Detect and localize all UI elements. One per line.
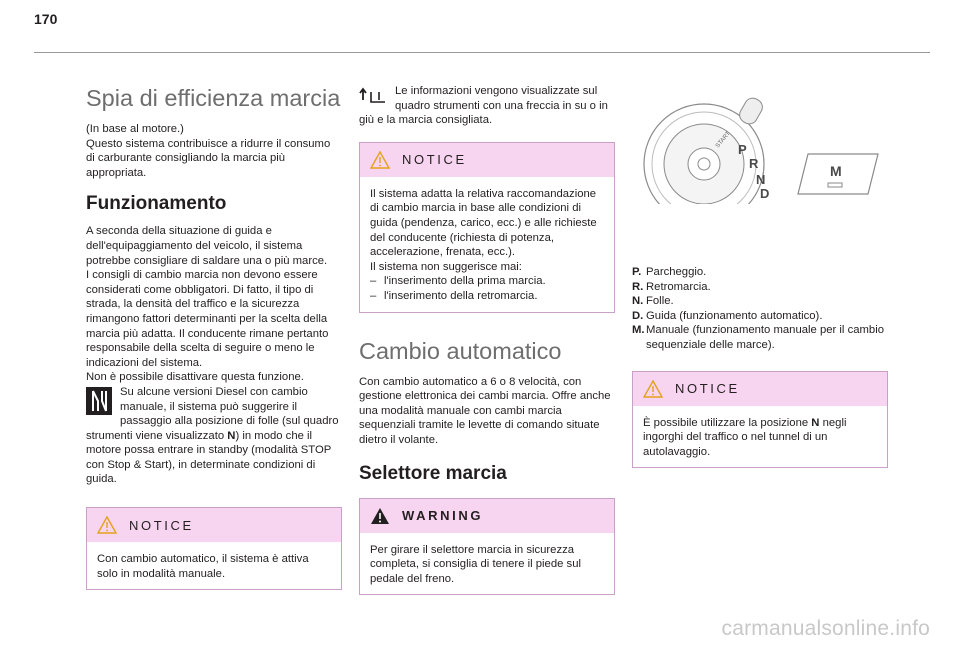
def-d: D. Guida (funzionamento automatico). <box>632 309 823 322</box>
neutral-gear-icon <box>86 387 112 415</box>
heading-selettore: Selettore marcia <box>359 462 507 484</box>
header-rule <box>34 52 930 53</box>
gear-selector-illustration <box>632 94 888 204</box>
dial-letter-n: N <box>756 172 766 187</box>
warning-text: Per girare il selettore marcia in sicurezza completa, si consiglia di tenere il piede sul pedale del freno. <box>370 543 581 585</box>
def-m: M. Manuale (funzionamento manuale per il cambio sequenziale delle marce). <box>632 324 884 351</box>
def-r: R. Retromarcia. <box>632 280 711 293</box>
def-n: N. Folle. <box>632 295 674 308</box>
gear-definitions <box>632 265 888 353</box>
notice-label: NOTICE <box>675 381 740 397</box>
notice-triangle-icon <box>643 380 663 398</box>
dial-start-label: START <box>714 130 732 150</box>
body-paragraph-3: Non è possibile disattivare questa funzione. <box>86 371 304 384</box>
intro-line-1: (In base al motore.) <box>86 123 184 135</box>
notice-dash-1: – l'inserimento della prima marcia. <box>370 275 546 288</box>
notice-line-2: Il sistema non suggerisce mai: <box>370 260 522 273</box>
column-1 <box>86 70 342 590</box>
page-number: 170 <box>34 11 58 27</box>
dial-letter-p: P <box>738 142 747 157</box>
heading-funzionamento: Funzionamento <box>86 193 227 215</box>
notice-triangle-icon <box>370 151 390 169</box>
dial-letter-r: R <box>749 156 759 171</box>
automatic-body: Con cambio automatico a 6 o 8 velocità, con gestione elettronica dei cambi marcia. Offre anche una modalità manuale con cambi marcia sequenziali tramite le levette di comando situate dietro il volante. <box>359 375 611 446</box>
warning-box <box>359 498 615 596</box>
diesel-text-b: ) in modo che il motore possa entrare in standby (modalità STOP con Stop & Start), in determinate condizioni di guida. <box>86 429 332 486</box>
notice-label: NOTICE <box>402 152 467 168</box>
diesel-paragraph <box>86 385 342 487</box>
notice-box-2 <box>359 142 615 313</box>
notice-dash-2: – l'inserimento della retromarcia. <box>370 289 538 302</box>
column-2 <box>359 84 615 595</box>
diesel-bold-n: N <box>227 429 236 442</box>
dial-letter-d: D <box>760 186 770 201</box>
notice-label: NOTICE <box>129 517 194 533</box>
section-title-automatic: Cambio automatico <box>359 337 562 364</box>
body-paragraph-2: I consigli di cambio marcia non devono essere considerati come obbligatori. Di fatto, il tipo di strada, la densità del traffico e la sicurezza rimangono fattori determinanti per la scelta della marcia più adatta. Il conducente rimane pertanto responsabile della scelta di seguire o meno le indicazioni del sistema. <box>86 269 329 369</box>
notice-text: È possibile utilizzare la posizione N negli ingorghi del traffico o nel tunnel di un autolavaggio. <box>643 416 847 458</box>
notice-box-1 <box>86 507 342 590</box>
column-3 <box>632 94 888 468</box>
notice-line-1: Il sistema adatta la relativa raccomandazione di cambio marcia in base alle condizioni di guida (pendenza, carico, ecc.) e alle richieste del conducente (richiesta di potenza, accelerazione, frenata, ecc.). <box>370 187 597 259</box>
shift-arrow-icon <box>359 86 387 106</box>
notice-triangle-icon <box>97 516 117 534</box>
warning-label: WARNING <box>402 508 484 523</box>
def-p: P. Parcheggio. <box>632 266 707 278</box>
section-title-efficiency: Spia di efficienza marcia <box>86 85 341 111</box>
footer-watermark: carmanualsonline.info <box>721 617 930 640</box>
body-paragraph-1: A seconda della situazione di guida e dell'equipaggiamento del veicolo, il sistema potrebbe consigliare di saldare una o più marce. <box>86 225 328 267</box>
arrow-text: Le informazioni vengono visualizzate sul quadro strumenti con una freccia in su o in giù e la marcia consigliata. <box>359 85 608 127</box>
diesel-text-a: Su alcune versioni Diesel con cambio manuale, il sistema può suggerire il passaggio alla posizione di folle (sul quadro strumenti viene visualizzato <box>86 385 339 442</box>
arrow-paragraph <box>359 84 615 128</box>
notice-text: Con cambio automatico, il sistema è attiva solo in modalità manuale. <box>97 553 309 580</box>
warning-triangle-icon <box>370 507 390 525</box>
intro-line-2: Questo sistema contribuisce a ridurre il consumo di carburante consigliando la marcia più appropriata. <box>86 137 331 179</box>
m-button-label: M <box>830 163 842 179</box>
notice-box-3 <box>632 371 888 469</box>
